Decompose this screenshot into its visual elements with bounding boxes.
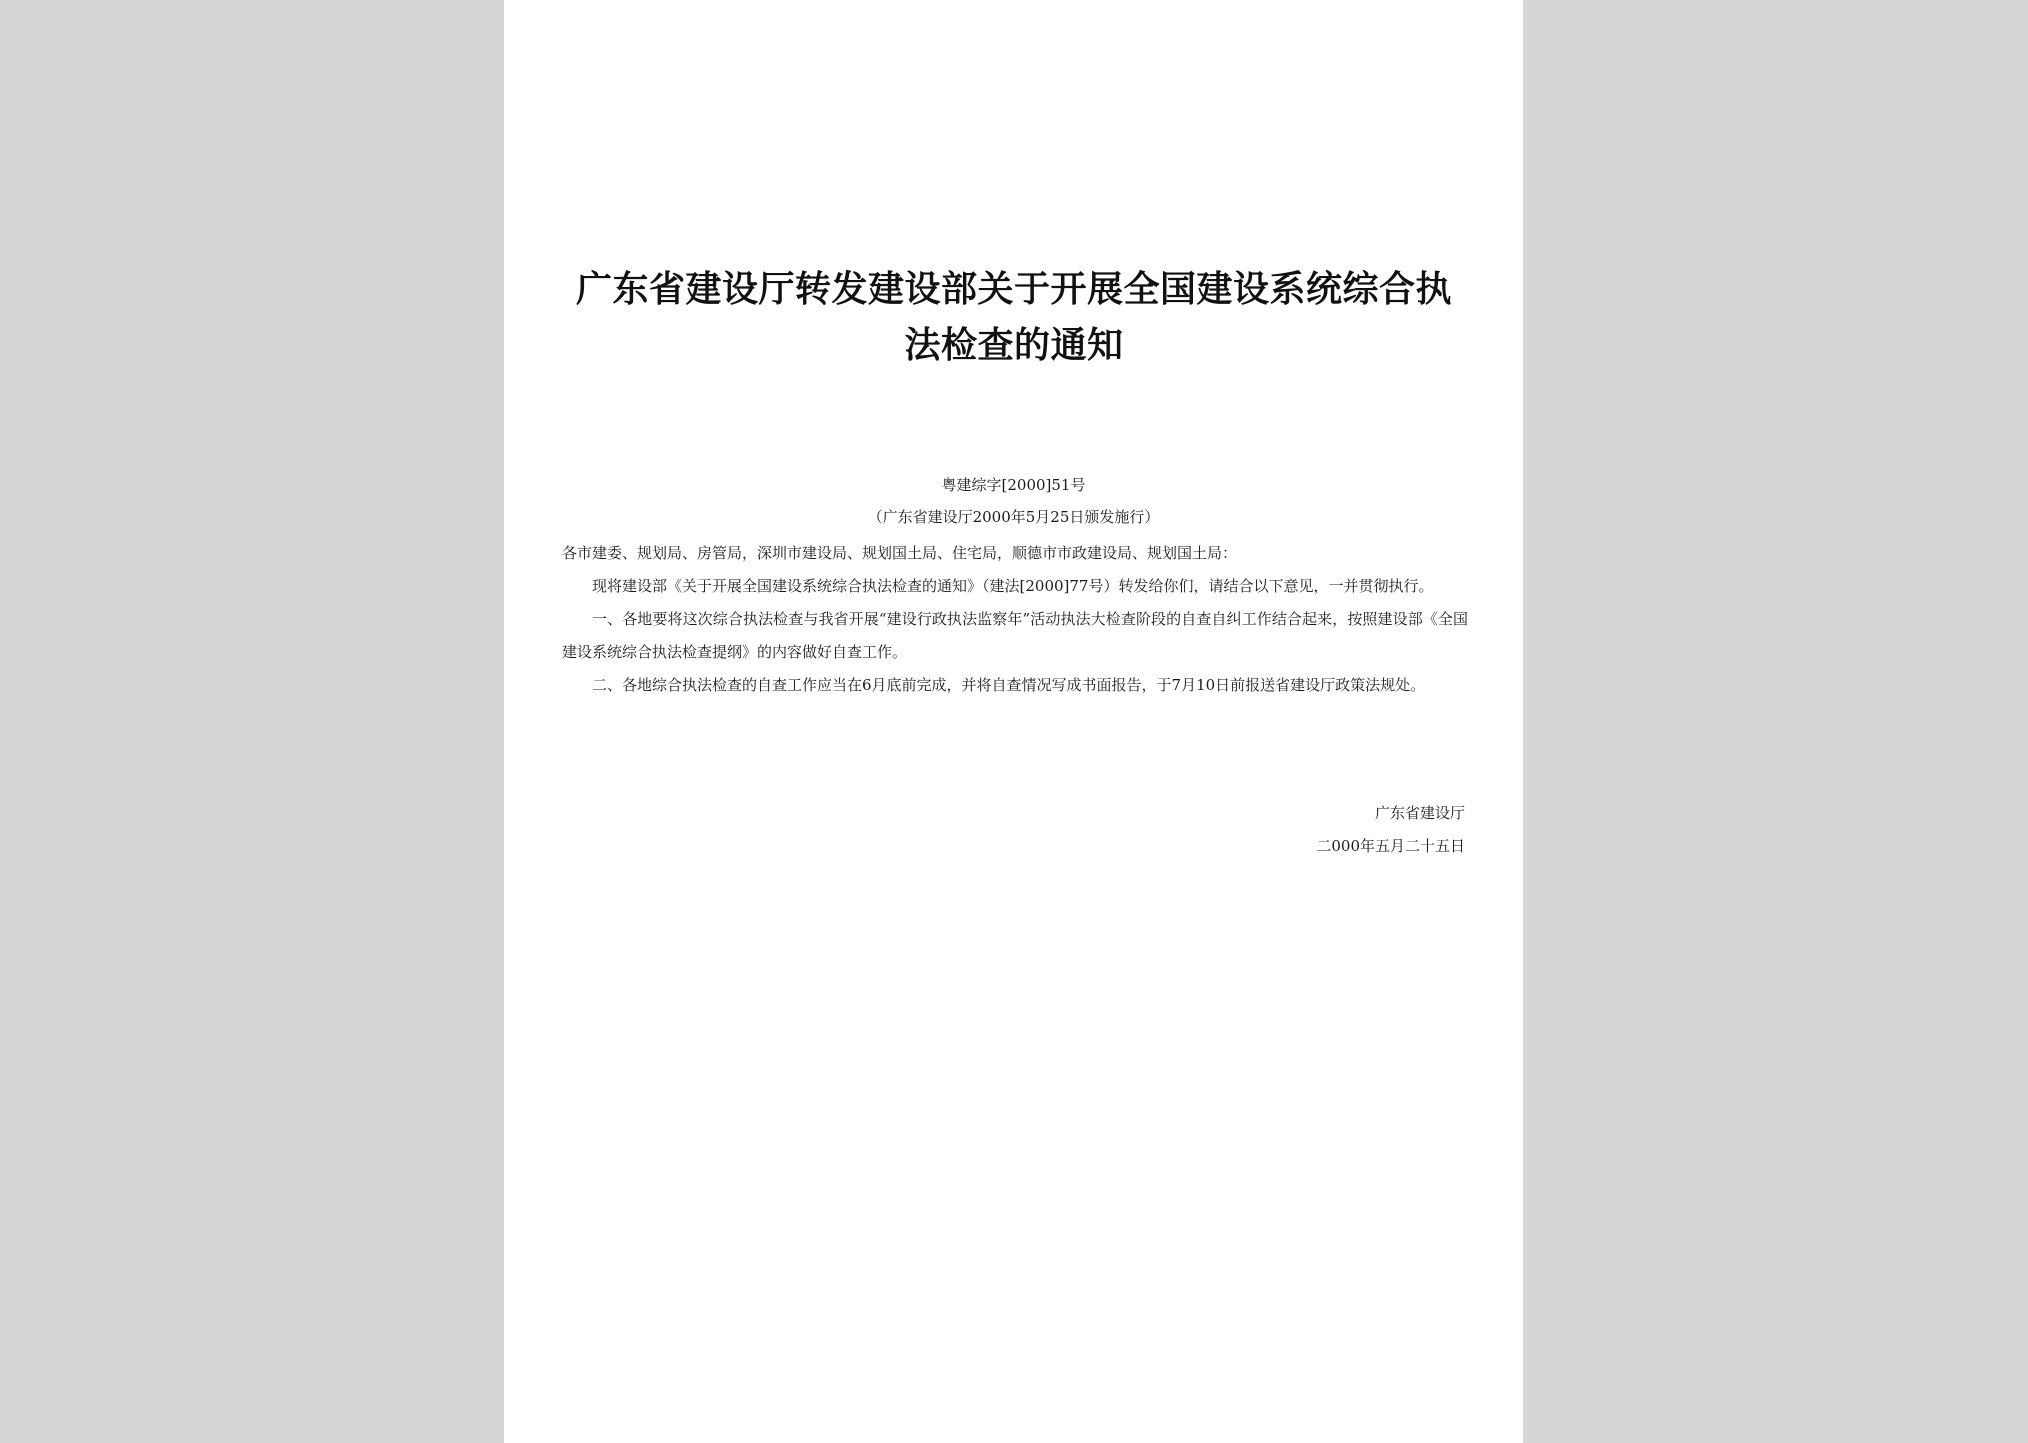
body-paragraph: 现将建设部《关于开展全国建设系统综合执法检查的通知》（建法[2000]77号）转发给你们，请结合以下意见，一并贯彻执行。 xyxy=(592,577,1434,595)
document-page xyxy=(504,0,1523,1443)
addressee-line: 各市建委、规划局、房管局，深圳市建设局、规划国土局、住宅局，顺德市市政建设局、规划国土局： xyxy=(562,544,1238,562)
document-title: 广东省建设厅转发建设部关于开展全国建设系统综合执法检查的通知 xyxy=(575,269,1452,366)
signature-date: 二000年五月二十五日 xyxy=(1316,837,1465,855)
document-body xyxy=(562,537,1468,702)
signature-organization: 广东省建设厅 xyxy=(1374,804,1465,822)
body-paragraph: 一、各地要将这次综合执法检查与我省开展“建设行政执法监察年”活动执法大检查阶段的自查自纠工作结合起来，按照建设部《全国建设系统综合执法检查提纲》的内容做好自查工作。 xyxy=(562,610,1468,661)
document-number: 粤建综字[2000]51号 xyxy=(941,476,1086,494)
body-paragraph: 二、各地综合执法检查的自查工作应当在6月底前完成，并将自查情况写成书面报告，于7月10日前报送省建设厅政策法规处。 xyxy=(592,676,1426,694)
issued-note: （广东省建设厅2000年5月25日颁发施行） xyxy=(867,508,1160,526)
